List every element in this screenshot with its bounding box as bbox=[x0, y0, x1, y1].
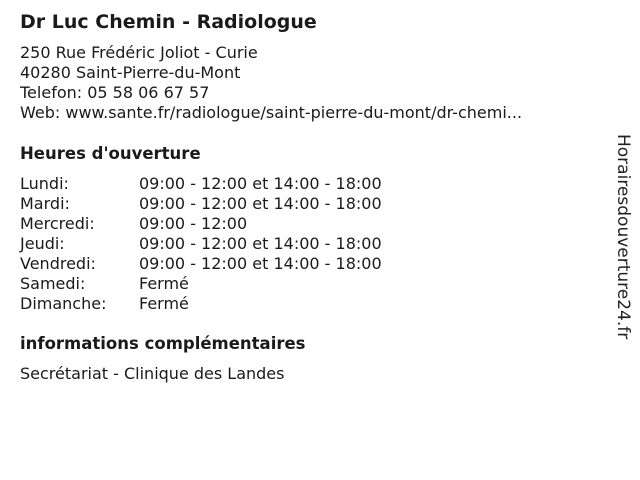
site-watermark: Horairesdouverture24.fr bbox=[613, 134, 633, 340]
hours-value: Fermé bbox=[139, 274, 189, 293]
day-label: Mardi: bbox=[20, 194, 70, 213]
day-label: Samedi: bbox=[20, 274, 86, 293]
hours-value: 09:00 - 12:00 et 14:00 - 18:00 bbox=[139, 254, 382, 273]
city-postal-code: 40280 Saint-Pierre-du-Mont bbox=[20, 63, 241, 82]
hours-value: 09:00 - 12:00 et 14:00 - 18:00 bbox=[139, 234, 382, 253]
opening-hours-heading: Heures d'ouverture bbox=[20, 144, 201, 163]
street-address: 250 Rue Frédéric Joliot - Curie bbox=[20, 43, 258, 62]
additional-info-text: Secrétariat - Clinique des Landes bbox=[20, 364, 285, 383]
day-label: Dimanche: bbox=[20, 294, 107, 313]
day-label: Mercredi: bbox=[20, 214, 95, 233]
address-block bbox=[20, 43, 522, 123]
day-label: Lundi: bbox=[20, 174, 69, 193]
additional-info-heading: informations complémentaires bbox=[20, 334, 306, 353]
phone-number: Telefon: 05 58 06 67 57 bbox=[20, 83, 210, 102]
hours-value: 09:00 - 12:00 et 14:00 - 18:00 bbox=[139, 194, 382, 213]
website-link: Web: www.sante.fr/radiologue/saint-pierre-du-mont/dr-chemi... bbox=[20, 103, 523, 122]
hours-value: 09:00 - 12:00 bbox=[139, 214, 248, 233]
page-title: Dr Luc Chemin - Radiologue bbox=[20, 11, 317, 33]
hours-value: 09:00 - 12:00 et 14:00 - 18:00 bbox=[139, 174, 382, 193]
hours-value: Fermé bbox=[139, 294, 189, 313]
day-label: Vendredi: bbox=[20, 254, 96, 273]
day-label: Jeudi: bbox=[20, 234, 65, 253]
